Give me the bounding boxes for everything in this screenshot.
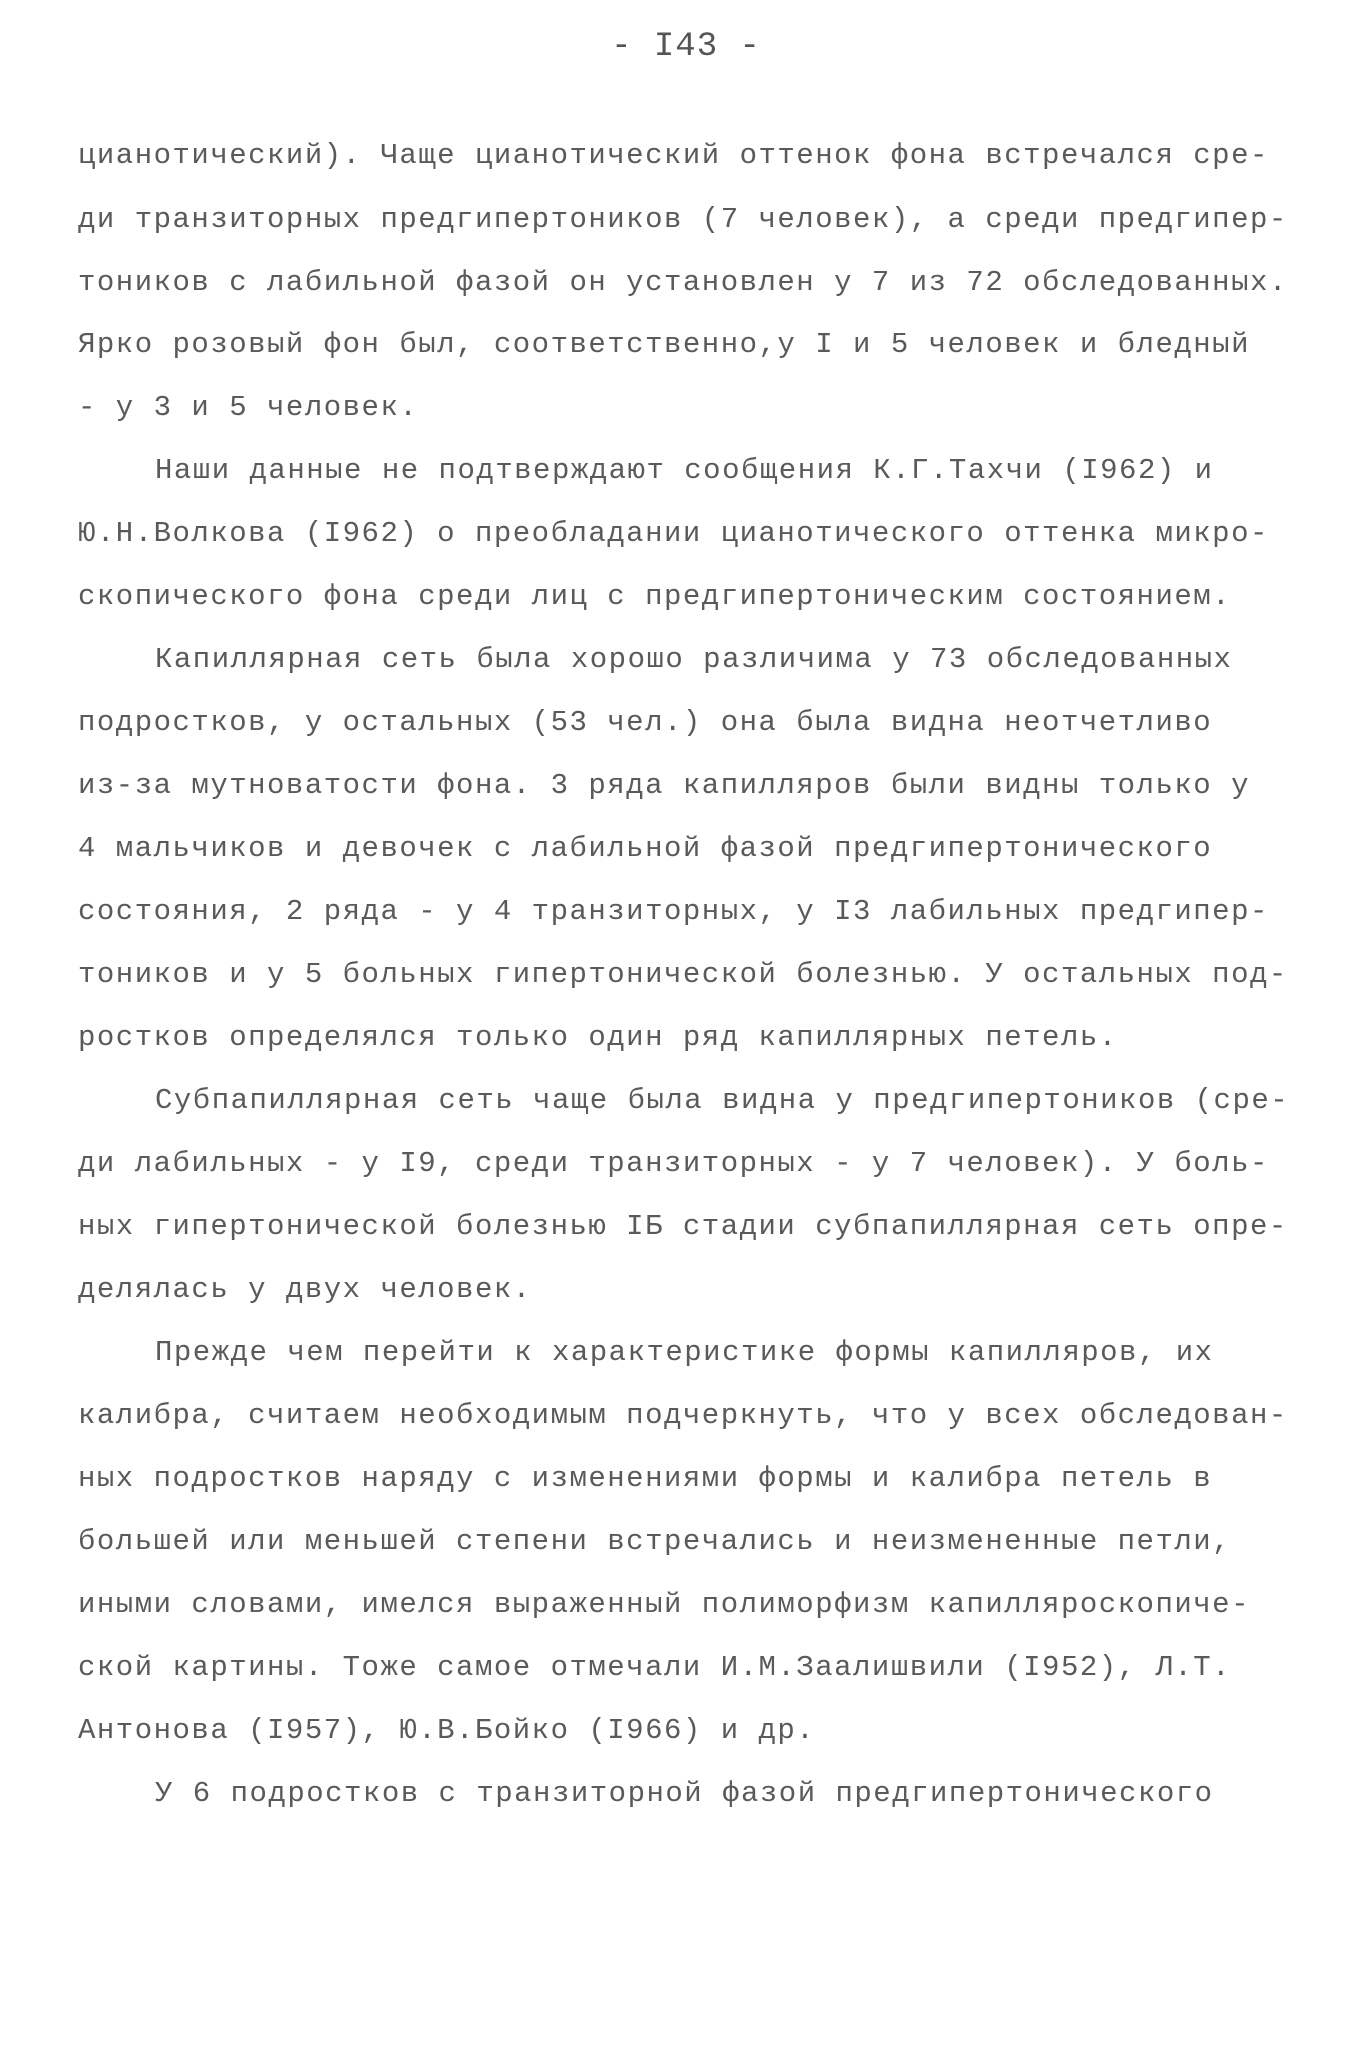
text-line: ных подростков наряду с изменениями формы и калибра петель в xyxy=(78,1462,1213,1495)
paragraph-first-line: Прежде чем перейти к характеристике формы капилляров, их xyxy=(155,1336,1214,1369)
text-line: подростков, у остальных (53 чел.) она была видна неотчетливо xyxy=(78,706,1213,739)
text-line: ных гипертонической болезнью IБ стадии субпапиллярная сеть опре- xyxy=(78,1210,1288,1243)
text-line: калибра, считаем необходимым подчеркнуть, что у всех обследован- xyxy=(78,1399,1288,1432)
text-line: цианотический). Чаще цианотический оттенок фона встречался сре- xyxy=(78,139,1269,172)
text-line: ди транзиторных предгипертоников (7 человек), а среди предгипер- xyxy=(78,203,1288,236)
text-line: Антонова (I957), Ю.В.Бойко (I966) и др. xyxy=(78,1714,816,1747)
text-line: скопического фона среди лиц с предгипертоническим состоянием. xyxy=(78,580,1232,613)
text-line: тоников и у 5 больных гипертонической болезнью. У остальных под- xyxy=(78,958,1288,991)
text-line: ской картины. Тоже самое отмечали И.М.Заалишвили (I952), Л.Т. xyxy=(78,1651,1232,1684)
text-line: ростков определялся только один ряд капиллярных петель. xyxy=(78,1021,1118,1054)
paragraph-first-line: Наши данные не подтверждают сообщения К.Г.Тахчи (I962) и xyxy=(155,454,1214,487)
text-line: Ярко розовый фон был, соответственно,у I и 5 человек и бледный xyxy=(78,328,1250,361)
text-line: из-за мутноватости фона. 3 ряда капилляров были видны только у xyxy=(78,769,1250,802)
page-number: - I43 - xyxy=(611,28,761,66)
text-line: состояния, 2 ряда - у 4 транзиторных, у I3 лабильных предгипер- xyxy=(78,895,1269,928)
text-line: тоников с лабильной фазой он установлен у 7 из 72 обследованных. xyxy=(78,266,1288,299)
text-line: - у 3 и 5 человек. xyxy=(78,391,419,424)
text-line: 4 мальчиков и девочек с лабильной фазой предгипертонического xyxy=(78,832,1213,865)
text-line: ди лабильных - у I9, среди транзиторных - у 7 человек). У боль- xyxy=(78,1147,1269,1180)
text-line: большей или меньшей степени встречались и неизмененные петли, xyxy=(78,1525,1232,1558)
text-line: иными словами, имелся выраженный полиморфизм капилляроскопиче- xyxy=(78,1588,1250,1621)
text-line: делялась у двух человек. xyxy=(78,1273,532,1306)
paragraph-first-line: Капиллярная сеть была хорошо различима у 73 обследованных xyxy=(155,643,1233,676)
paragraph-first-line: Субпапиллярная сеть чаще была видна у предгипертоников (сре- xyxy=(155,1084,1290,1117)
text-line: Ю.Н.Волкова (I962) о преобладании цианотического оттенка микро- xyxy=(78,517,1269,550)
paragraph-first-line: У 6 подростков с транзиторной фазой предгипертонического xyxy=(155,1777,1214,1810)
